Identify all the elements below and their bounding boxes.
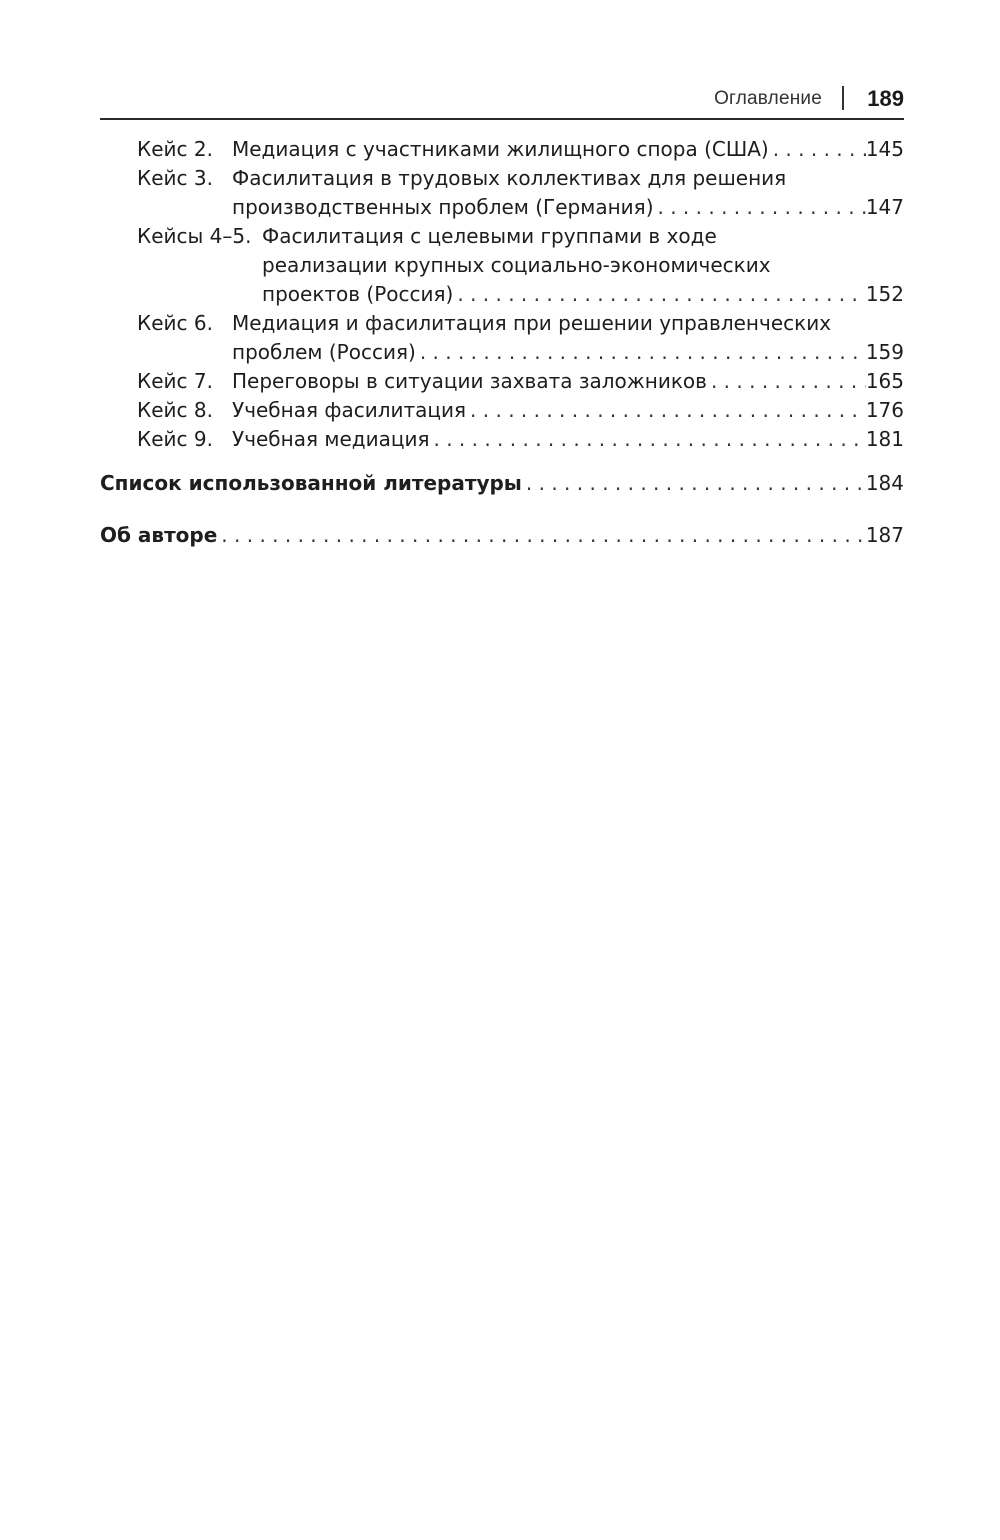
toc-entry-case7[interactable]: [232, 367, 904, 396]
toc-leader: [522, 469, 866, 498]
toc-label-case2: Кейс 2.: [137, 137, 213, 161]
toc-title: Учебная фасилитация: [232, 398, 467, 422]
toc-leader: [453, 280, 865, 309]
toc-leader: [416, 338, 866, 367]
toc-page: 145: [865, 137, 904, 161]
toc-leader: [466, 396, 866, 425]
toc-title: Список использованной литературы: [100, 471, 522, 495]
running-header: [100, 84, 904, 120]
toc-entry-case8[interactable]: [232, 396, 904, 425]
toc-page: 176: [865, 398, 904, 422]
toc-entry-case3[interactable]: [232, 193, 904, 222]
toc-title: Учебная медиация: [232, 427, 430, 451]
toc-label-case3: Кейс 3.: [137, 166, 213, 190]
toc-label-case45: Кейсы 4–5.: [137, 224, 252, 248]
toc-page: 165: [865, 369, 904, 393]
toc-title: проектов (Россия): [262, 282, 454, 306]
header-page-number: 189: [867, 86, 904, 111]
toc-label-case8: Кейс 8.: [137, 398, 213, 422]
toc-entry-case6[interactable]: [232, 338, 904, 367]
toc-label-case7: Кейс 7.: [137, 369, 213, 393]
toc-page: 159: [865, 340, 904, 364]
toc-leader: [217, 521, 866, 550]
header-section-title: Оглавление: [714, 88, 822, 109]
toc-title: Переговоры в ситуации захвата заложников: [232, 369, 707, 393]
toc-title-line: реализации крупных социально-экономических: [262, 253, 771, 277]
toc-leader: [654, 193, 866, 222]
toc-page: 152: [865, 282, 904, 306]
toc-entry-case9[interactable]: [232, 425, 904, 454]
toc-page: 184: [865, 471, 904, 495]
toc-title-line: Фасилитация в трудовых коллективах для решения: [232, 166, 787, 190]
toc-title: Об авторе: [100, 523, 218, 547]
header-separator: [842, 86, 844, 110]
toc-entry-case2[interactable]: [232, 135, 904, 164]
toc-title: Медиация с участниками жилищного спора (США): [232, 137, 769, 161]
toc-leader: [707, 367, 866, 396]
toc-title: производственных проблем (Германия): [232, 195, 654, 219]
toc-entry-references[interactable]: [100, 469, 904, 498]
toc-page: 147: [865, 195, 904, 219]
toc-title-line: Фасилитация с целевыми группами в ходе: [262, 224, 717, 248]
toc-label-case9: Кейс 9.: [137, 427, 213, 451]
toc-entry-about-author[interactable]: [100, 521, 904, 550]
toc-title: проблем (Россия): [232, 340, 416, 364]
toc-title-line: Медиация и фасилитация при решении управленческих: [232, 311, 832, 335]
toc-leader: [429, 425, 865, 454]
toc-label-case6: Кейс 6.: [137, 311, 213, 335]
toc-entry-case45[interactable]: [262, 280, 904, 309]
toc-page: 181: [865, 427, 904, 451]
toc-leader: [769, 135, 866, 164]
toc-page: 187: [865, 523, 904, 547]
